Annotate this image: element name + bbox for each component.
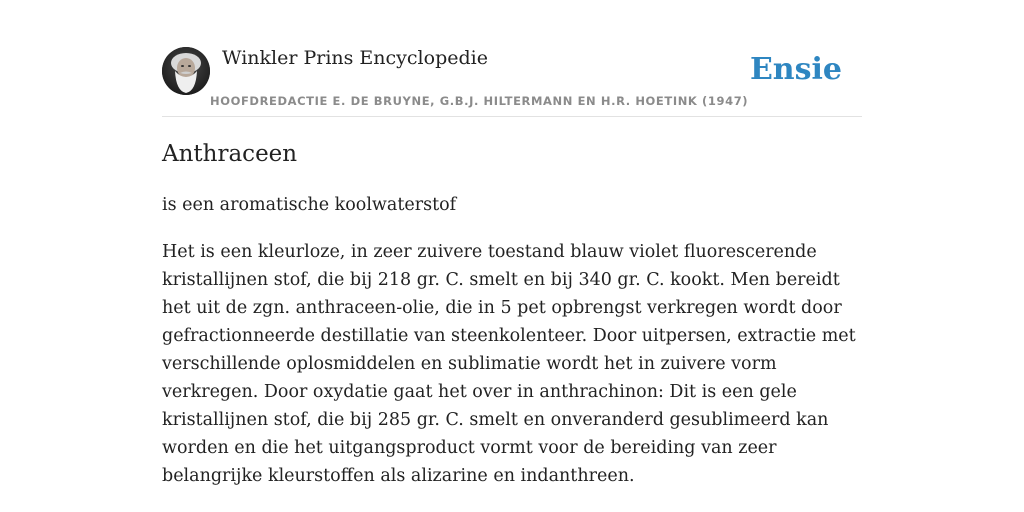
entry-body: Het is een kleurloze, in zeer zuivere toestand blauw violet fluorescerende kristallijnen stof, die bij 218 gr. C. smelt en bij 340 gr. C. kookt. Men bereidt het uit de zgn. anthraceen-olie, die in 5 pet opbrengst verkregen wordt door gefractionneerde destillatie van steenkolenteer. Door uitpersen, extractie met verschillende oplosmiddelen en sublimatie wordt het in zuivere vorm verkregen. Door oxydatie gaat het over in anthrachinon: Dit is een gele kristallijnen stof, die bij 285 gr. C. smelt en onveranderd gesublimeerd kan worden en die het uitgangsproduct vormt voor de bereiding van zeer belangrijke kleurstoffen als alizarine en indanthreen.: [162, 242, 856, 486]
editors-subtitle: HOOFDREDACTIE E. DE BRUYNE, G.B.J. HILTERMANN EN H.R. HOETINK (1947): [210, 94, 749, 108]
entry-lead: is een aromatische koolwaterstof: [162, 195, 457, 215]
author-portrait-icon[interactable]: [162, 47, 210, 95]
article: [162, 138, 862, 490]
site-header: [162, 44, 862, 117]
site-title[interactable]: Winkler Prins Encyclopedie: [222, 47, 488, 69]
entry-title: Anthraceen: [162, 141, 298, 167]
brand-logo[interactable]: Ensie: [749, 52, 842, 87]
